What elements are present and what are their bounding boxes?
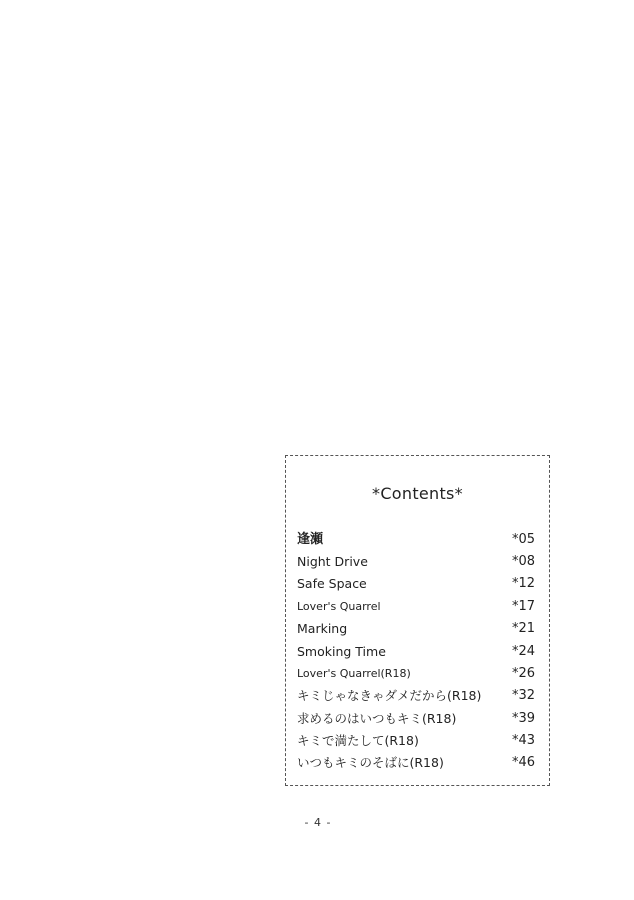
toc-entry-page: *12 bbox=[511, 576, 535, 591]
toc-entry-label: Marking bbox=[297, 621, 348, 636]
toc-entry-label: キミで満たして(R18) bbox=[297, 733, 419, 748]
toc-entry-label: キミじゃなきゃダメだから(R18) bbox=[297, 688, 482, 703]
toc-entry bbox=[297, 597, 535, 617]
toc-entry-page: *17 bbox=[511, 599, 535, 614]
toc-entry bbox=[297, 574, 535, 594]
toc-entry bbox=[297, 709, 535, 729]
toc-entry-page: *05 bbox=[511, 532, 535, 547]
toc-entry-page: *26 bbox=[511, 666, 535, 681]
toc-entry-page: *46 bbox=[511, 755, 535, 770]
toc-entry-label: Lover's Quarrel bbox=[297, 600, 381, 613]
toc-entry-label: 逢瀬 bbox=[297, 532, 324, 547]
toc-entry bbox=[297, 731, 535, 751]
toc-entry-page: *39 bbox=[511, 711, 535, 726]
toc-entry bbox=[297, 619, 535, 639]
toc-entry bbox=[297, 642, 535, 662]
toc-entry-label: Night Drive bbox=[297, 554, 368, 569]
contents-title: *Contents* bbox=[372, 484, 463, 503]
toc-entry-page: *24 bbox=[511, 644, 535, 659]
toc-entry bbox=[297, 686, 535, 706]
toc-entry bbox=[297, 664, 535, 684]
toc-entry-page: *43 bbox=[511, 733, 535, 748]
contents-box bbox=[285, 455, 550, 786]
toc-entry-label: Smoking Time bbox=[297, 644, 386, 659]
toc-entry-page: *08 bbox=[511, 554, 535, 569]
toc-entry-page: *32 bbox=[511, 688, 535, 703]
toc-entry bbox=[297, 753, 535, 773]
page-number: - 4 - bbox=[304, 816, 332, 829]
toc-entry-label: Lover's Quarrel(R18) bbox=[297, 667, 411, 680]
toc-entry-label: 求めるのはいつもキミ(R18) bbox=[297, 711, 457, 726]
toc-entry bbox=[297, 552, 535, 572]
toc-entry-page: *21 bbox=[511, 621, 535, 636]
toc-entry bbox=[297, 530, 535, 550]
toc-entry-label: Safe Space bbox=[297, 576, 367, 591]
toc-entry-label: いつもキミのそばに(R18) bbox=[297, 755, 444, 770]
